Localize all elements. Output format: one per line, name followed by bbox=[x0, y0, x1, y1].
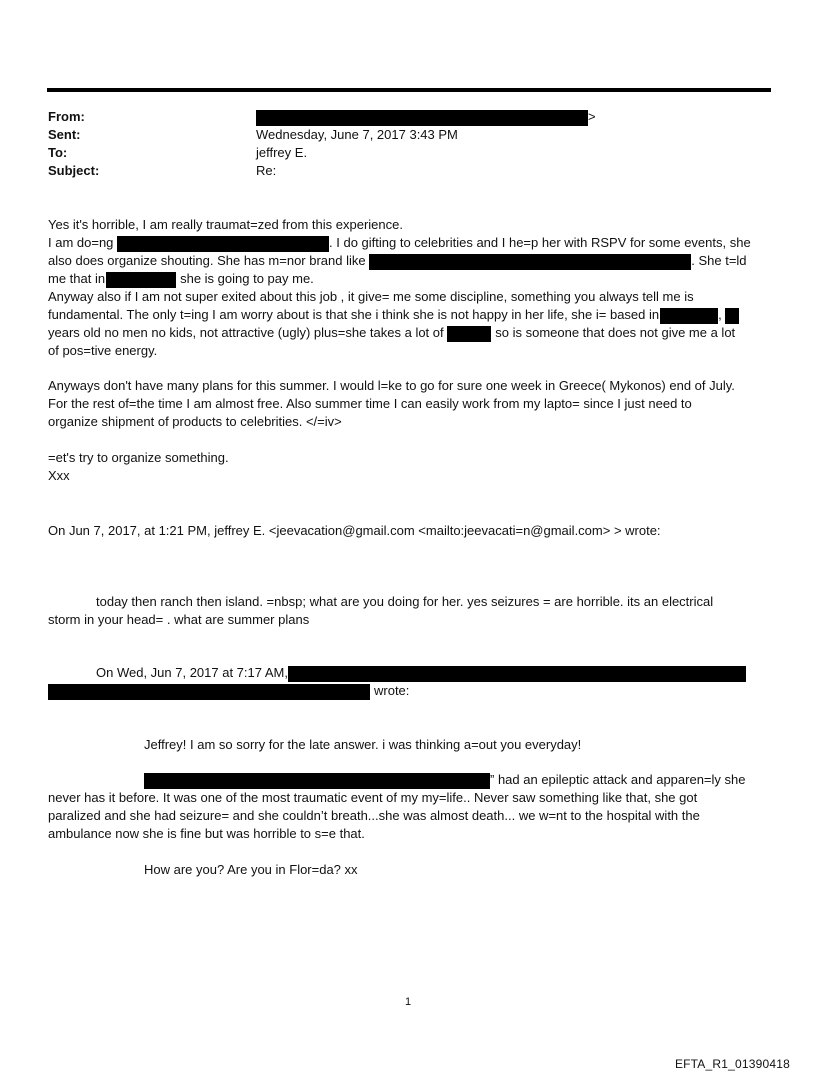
from-suffix: > bbox=[588, 109, 596, 124]
body-line bbox=[48, 324, 770, 342]
reply-paragraph-1 bbox=[48, 216, 770, 360]
body-text: On Wed, Jun 7, 2017 at 7:17 AM, bbox=[96, 665, 288, 680]
body-text: me that in bbox=[48, 271, 106, 286]
body-text: she is going to pay me. bbox=[180, 271, 314, 286]
quote-header bbox=[48, 682, 770, 700]
body-text: ” had an epileptic attack and apparen=ly she bbox=[490, 772, 746, 787]
redaction-block bbox=[447, 326, 491, 342]
reply-body bbox=[48, 216, 770, 360]
body-line: Anyways don't have many plans for this summer. I would l=ke to go for sure one week in Greece( Mykonos) end of July. bbox=[48, 378, 735, 393]
redaction-block bbox=[117, 236, 329, 252]
body-line: How are you? Are you in Flor=da? xx bbox=[144, 862, 358, 877]
body-line: today then ranch then island. =nbsp; what are you doing for her. yes seizures = are horrible. its an electrical bbox=[96, 594, 714, 609]
redaction-block bbox=[256, 110, 588, 126]
quote1-body bbox=[48, 593, 770, 629]
body-line: =et's try to organize something. bbox=[48, 450, 229, 465]
body-text: . She t=ld bbox=[691, 253, 747, 268]
quote1-intro bbox=[48, 522, 770, 540]
body-line: Yes it's horrible, I am really traumat=zed from this experience. bbox=[48, 217, 403, 232]
body-text: , bbox=[718, 307, 722, 322]
body-line bbox=[48, 252, 770, 270]
body-text: . I do gifting to celebrities and I he=p her with RSPV for some events, she bbox=[329, 235, 751, 250]
from-label: From: bbox=[48, 109, 85, 124]
header-rule bbox=[47, 88, 771, 92]
body-line: storm in your head= . what are summer plans bbox=[48, 612, 310, 627]
body-line: Xxx bbox=[48, 468, 70, 483]
sent-label: Sent: bbox=[48, 127, 81, 142]
body-line: never has it before. It was one of the most traumatic event of my my=life.. Never saw something like that, she got bbox=[48, 790, 698, 805]
body-line: of pos=tive energy. bbox=[48, 343, 158, 358]
to-label: To: bbox=[48, 145, 68, 160]
quote2-intro bbox=[48, 664, 770, 700]
redaction-block bbox=[660, 308, 718, 324]
body-line: Anyway also if I am not super exited about this job , it give= me some discipline, something you always tell me is bbox=[48, 289, 694, 304]
reply-paragraph-3 bbox=[48, 449, 770, 485]
body-text: wrote: bbox=[374, 683, 410, 698]
body-line: paralized and she had seizure= and she couldn’t breath...she was almost death... we w=nt to the hospital with the bbox=[48, 808, 700, 823]
quote2-body-2 bbox=[48, 771, 770, 843]
body-line: ambulance now she is fine but was horrible to s=e that. bbox=[48, 826, 365, 841]
quote2-body-3 bbox=[48, 861, 770, 879]
redaction-block bbox=[106, 272, 176, 288]
to-value: jeffrey E. bbox=[256, 145, 308, 160]
body-text: I am do=ng bbox=[48, 235, 114, 250]
quote-header: On Jun 7, 2017, at 1:21 PM, jeffrey E. <jeevacation@gmail.com <mailto:jeevacati=n@gmail.com> > wrote: bbox=[48, 523, 661, 538]
body-line bbox=[48, 270, 770, 288]
subject-value: Re: bbox=[256, 163, 277, 178]
redaction-block bbox=[48, 684, 370, 700]
body-line: Jeffrey! I am so sorry for the late answer. i was thinking a=out you everyday! bbox=[144, 737, 582, 752]
body-line bbox=[48, 771, 770, 789]
body-text: fundamental. The only t=ing I am worry about is that she i think she is not happy in her life, she i= based in bbox=[48, 307, 660, 322]
sent-value: Wednesday, June 7, 2017 3:43 PM bbox=[256, 127, 458, 142]
reply-paragraph-2 bbox=[48, 377, 770, 431]
page-number: 1 bbox=[404, 996, 412, 1008]
redaction-block bbox=[369, 254, 691, 270]
quote-header bbox=[48, 664, 770, 682]
body-text: also does organize shouting. She has m=nor brand like bbox=[48, 253, 366, 268]
quote2-body bbox=[48, 736, 770, 754]
bates-number: EFTA_R1_01390418 bbox=[674, 1057, 790, 1071]
body-line: For the rest of=the time I am almost free. Also summer time I can easily work from my lapto= since I just need to bbox=[48, 396, 692, 411]
body-line bbox=[48, 306, 770, 324]
body-text: so is someone that does not give me a lot bbox=[495, 325, 736, 340]
redaction-block bbox=[725, 308, 739, 324]
body-text: years old no men no kids, not attractive (ugly) plus=she takes a lot of bbox=[48, 325, 444, 340]
redaction-block bbox=[144, 773, 490, 789]
body-line: organize shipment of products to celebrities. </=iv> bbox=[48, 414, 342, 429]
subject-label: Subject: bbox=[48, 163, 100, 178]
redaction-block bbox=[288, 666, 746, 682]
body-line bbox=[48, 234, 770, 252]
